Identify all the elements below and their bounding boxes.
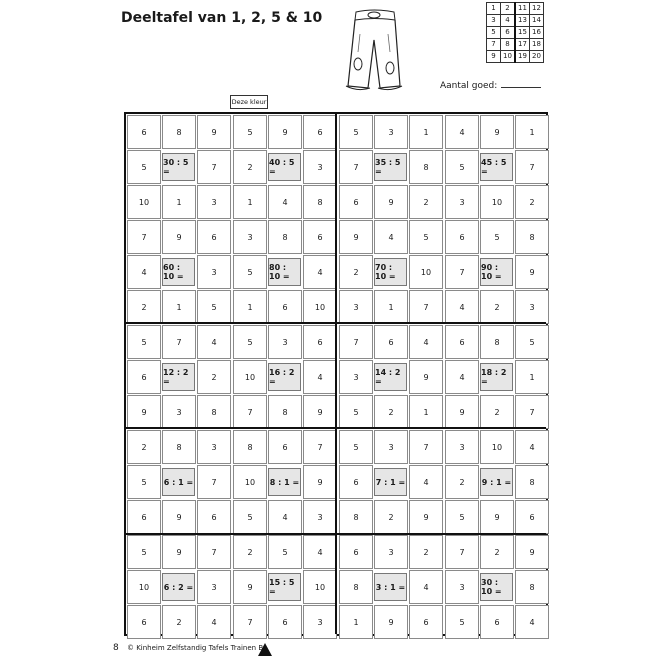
grid-cell[interactable]: 2	[480, 535, 514, 569]
grid-cell[interactable]: 9	[303, 395, 337, 429]
grid-cell[interactable]: 3	[374, 430, 408, 464]
grid-cell[interactable]: 2	[515, 185, 549, 219]
grid-cell[interactable]: 8	[197, 395, 231, 429]
grid-cell[interactable]: 3	[445, 430, 479, 464]
grid-cell[interactable]: 6	[339, 185, 373, 219]
grid-cell[interactable]: 4	[409, 325, 443, 359]
grid-cell[interactable]: 6	[303, 220, 337, 254]
division-sum-cell: 80 : 10 =	[268, 258, 301, 286]
mini-grid-cell: 11	[515, 3, 530, 15]
grid-cell[interactable]: 4	[445, 115, 479, 149]
grid-cell[interactable]: 9	[197, 115, 231, 149]
mini-grid-cell: 15	[515, 27, 530, 39]
puzzle-grid	[124, 112, 548, 636]
mini-grid-cell: 9	[487, 51, 501, 63]
grid-cell[interactable]: 1	[515, 115, 549, 149]
grid-cell[interactable]: 6	[339, 535, 373, 569]
grid-cell[interactable]: 3	[515, 290, 549, 324]
mini-grid-cell: 3	[487, 15, 501, 27]
grid-cell[interactable]: 4	[197, 325, 231, 359]
division-sum-cell: 30 : 5 =	[162, 153, 195, 181]
grid-cell[interactable]: 5	[127, 325, 161, 359]
grid-cell[interactable]: 5	[409, 220, 443, 254]
grid-cell[interactable]: 9	[515, 535, 549, 569]
grid-cell[interactable]: 7	[409, 430, 443, 464]
grid-cell[interactable]: 2	[445, 465, 479, 499]
grid-cell[interactable]: 7	[127, 220, 161, 254]
grid-cell[interactable]: 9	[480, 500, 514, 534]
grid-cell[interactable]: 7	[162, 325, 196, 359]
division-sum-cell: 9 : 1 =	[480, 468, 513, 496]
division-sum-cell: 15 : 5 =	[268, 573, 301, 601]
division-sum-cell: 7 : 1 =	[374, 468, 407, 496]
grid-cell[interactable]: 9	[162, 535, 196, 569]
grid-cell[interactable]: 10	[409, 255, 443, 289]
grid-cell[interactable]: 5	[127, 535, 161, 569]
grid-cell[interactable]: 6	[303, 325, 337, 359]
grid-cell[interactable]: 5	[445, 150, 479, 184]
grid-cell[interactable]: 4	[515, 605, 549, 639]
grid-cell[interactable]: 6	[515, 500, 549, 534]
grid-cell[interactable]: 3	[303, 500, 337, 534]
mini-grid-cell: 20	[530, 51, 544, 63]
grid-cell[interactable]: 4	[268, 185, 302, 219]
score-field[interactable]	[440, 79, 541, 91]
division-sum-cell: 6 : 2 =	[162, 573, 195, 601]
grid-cell[interactable]: 7	[197, 535, 231, 569]
grid-cell[interactable]: 10	[127, 185, 161, 219]
grid-cell[interactable]: 6	[480, 605, 514, 639]
grid-center-divider	[335, 114, 337, 634]
division-sum-cell: 40 : 5 =	[268, 153, 301, 181]
grid-cell[interactable]: 5	[233, 325, 267, 359]
grid-cell[interactable]: 4	[409, 570, 443, 604]
mini-grid-cell: 4	[501, 15, 516, 27]
grid-cell[interactable]: 2	[127, 290, 161, 324]
grid-cell[interactable]: 4	[445, 290, 479, 324]
grid-cell[interactable]: 9	[162, 500, 196, 534]
grid-cell[interactable]: 6	[127, 605, 161, 639]
grid-cell[interactable]: 2	[233, 150, 267, 184]
page-number: 8	[113, 643, 119, 653]
grid-cell[interactable]: 8	[233, 430, 267, 464]
grid-cell[interactable]: 5	[480, 220, 514, 254]
grid-cell[interactable]: 6	[197, 220, 231, 254]
grid-cell[interactable]: 8	[339, 500, 373, 534]
grid-cell[interactable]: 9	[162, 220, 196, 254]
grid-cell[interactable]: 3	[268, 325, 302, 359]
mini-grid-cell: 12	[530, 3, 544, 15]
grid-cell[interactable]: 7	[339, 325, 373, 359]
grid-cell[interactable]: 6	[127, 500, 161, 534]
copyright-text: © Kinheim Zelfstandig Tafels Trainen B	[126, 644, 264, 652]
grid-section-divider	[126, 533, 546, 535]
grid-cell[interactable]: 8	[303, 185, 337, 219]
grid-cell[interactable]: 5	[445, 605, 479, 639]
grid-cell[interactable]: 9	[268, 115, 302, 149]
grid-cell[interactable]: 10	[303, 290, 337, 324]
grid-cell[interactable]: 2	[409, 535, 443, 569]
grid-cell[interactable]: 2	[480, 290, 514, 324]
mini-grid-cell: 10	[501, 51, 516, 63]
grid-cell[interactable]: 10	[480, 430, 514, 464]
grid-cell[interactable]: 7	[515, 150, 549, 184]
grid-cell[interactable]: 6	[303, 115, 337, 149]
mini-grid-cell: 8	[501, 39, 516, 51]
grid-cell[interactable]: 7	[197, 150, 231, 184]
grid-cell[interactable]: 5	[233, 255, 267, 289]
mini-grid-cell: 16	[530, 27, 544, 39]
division-sum-cell: 18 : 2 =	[480, 363, 513, 391]
grid-cell[interactable]: 8	[162, 115, 196, 149]
grid-cell[interactable]: 7	[515, 395, 549, 429]
grid-cell[interactable]: 9	[409, 500, 443, 534]
trousers-illustration	[338, 6, 410, 94]
grid-cell[interactable]: 4	[515, 430, 549, 464]
mini-grid-cell: 18	[530, 39, 544, 51]
grid-cell[interactable]: 2	[162, 605, 196, 639]
grid-cell[interactable]: 8	[268, 395, 302, 429]
score-label: Aantal goed:	[440, 81, 498, 91]
grid-cell[interactable]: 5	[515, 325, 549, 359]
grid-cell[interactable]: 1	[233, 290, 267, 324]
grid-cell[interactable]: 7	[445, 535, 479, 569]
grid-cell[interactable]: 10	[233, 360, 267, 394]
division-sum-cell: 70 : 10 =	[374, 258, 407, 286]
triangle-marker-icon	[258, 643, 272, 656]
grid-cell[interactable]: 4	[303, 360, 337, 394]
division-sum-cell: 30 : 10 =	[480, 573, 513, 601]
grid-cell[interactable]: 2	[197, 360, 231, 394]
color-swatch-button[interactable]: Deze kleur	[230, 95, 268, 109]
grid-cell[interactable]: 3	[445, 570, 479, 604]
grid-cell[interactable]: 4	[268, 500, 302, 534]
grid-cell[interactable]: 5	[197, 290, 231, 324]
grid-cell[interactable]: 3	[197, 430, 231, 464]
grid-cell[interactable]: 7	[445, 255, 479, 289]
grid-cell[interactable]: 9	[374, 185, 408, 219]
grid-cell[interactable]: 2	[233, 535, 267, 569]
grid-cell[interactable]: 8	[268, 220, 302, 254]
grid-cell[interactable]: 1	[162, 290, 196, 324]
grid-section-divider	[126, 322, 546, 324]
grid-cell[interactable]: 8	[339, 570, 373, 604]
division-sum-cell: 16 : 2 =	[268, 363, 301, 391]
grid-cell[interactable]: 4	[127, 255, 161, 289]
grid-cell[interactable]: 7	[303, 430, 337, 464]
grid-cell[interactable]: 6	[197, 500, 231, 534]
grid-cell[interactable]: 9	[339, 220, 373, 254]
mini-grid-cell: 17	[515, 39, 530, 51]
grid-cell[interactable]: 8	[515, 465, 549, 499]
grid-cell[interactable]: 3	[197, 185, 231, 219]
grid-cell[interactable]: 1	[233, 185, 267, 219]
grid-cell[interactable]: 3	[233, 220, 267, 254]
progress-mini-grid	[486, 2, 544, 63]
division-sum-cell: 35 : 5 =	[374, 153, 407, 181]
grid-cell[interactable]: 3	[445, 185, 479, 219]
grid-cell[interactable]: 3	[197, 255, 231, 289]
division-sum-cell: 14 : 2 =	[374, 363, 407, 391]
grid-cell[interactable]: 10	[127, 570, 161, 604]
grid-cell[interactable]: 4	[409, 465, 443, 499]
mini-grid-cell: 14	[530, 15, 544, 27]
grid-cell[interactable]: 8	[480, 325, 514, 359]
grid-cell[interactable]: 6	[445, 325, 479, 359]
grid-cell[interactable]: 5	[233, 115, 267, 149]
grid-cell[interactable]: 3	[339, 290, 373, 324]
grid-cell[interactable]: 7	[339, 150, 373, 184]
grid-cell[interactable]: 7	[233, 605, 267, 639]
grid-cell[interactable]: 9	[409, 360, 443, 394]
grid-cell[interactable]: 5	[233, 500, 267, 534]
grid-cell[interactable]: 2	[409, 185, 443, 219]
grid-cell[interactable]: 4	[303, 535, 337, 569]
footer	[113, 643, 263, 653]
grid-cell[interactable]: 1	[339, 605, 373, 639]
grid-cell[interactable]: 8	[162, 430, 196, 464]
grid-cell[interactable]: 9	[515, 255, 549, 289]
grid-cell[interactable]: 2	[480, 395, 514, 429]
grid-cell[interactable]: 4	[445, 360, 479, 394]
grid-cell[interactable]: 1	[374, 290, 408, 324]
page-title: Deeltafel van 1, 2, 5 & 10	[121, 10, 323, 26]
mini-grid-cell: 1	[487, 3, 501, 15]
division-sum-cell: 45 : 5 =	[480, 153, 513, 181]
grid-cell[interactable]: 2	[339, 255, 373, 289]
division-sum-cell: 6 : 1 =	[162, 468, 195, 496]
grid-cell[interactable]: 7	[197, 465, 231, 499]
grid-cell[interactable]: 1	[515, 360, 549, 394]
grid-cell[interactable]: 3	[162, 395, 196, 429]
grid-cell[interactable]: 6	[445, 220, 479, 254]
grid-cell[interactable]: 3	[197, 570, 231, 604]
grid-cell[interactable]: 6	[127, 115, 161, 149]
grid-cell[interactable]: 3	[303, 150, 337, 184]
grid-cell[interactable]: 1	[409, 115, 443, 149]
grid-cell[interactable]: 5	[339, 115, 373, 149]
mini-grid-cell: 5	[487, 27, 501, 39]
mini-grid-cell: 7	[487, 39, 501, 51]
grid-cell[interactable]: 6	[268, 430, 302, 464]
grid-cell[interactable]: 6	[268, 290, 302, 324]
division-sum-cell: 3 : 1 =	[374, 573, 407, 601]
grid-cell[interactable]: 6	[374, 325, 408, 359]
grid-cell[interactable]: 9	[233, 570, 267, 604]
grid-cell[interactable]: 4	[197, 605, 231, 639]
grid-cell[interactable]: 5	[268, 535, 302, 569]
division-sum-cell: 90 : 10 =	[480, 258, 513, 286]
grid-cell[interactable]: 5	[127, 465, 161, 499]
grid-cell[interactable]: 5	[445, 500, 479, 534]
grid-cell[interactable]: 9	[127, 395, 161, 429]
grid-cell[interactable]: 3	[303, 605, 337, 639]
grid-cell[interactable]: 2	[127, 430, 161, 464]
grid-cell[interactable]: 4	[374, 220, 408, 254]
grid-cell[interactable]: 3	[374, 535, 408, 569]
grid-cell[interactable]: 6	[409, 605, 443, 639]
grid-cell[interactable]: 9	[445, 395, 479, 429]
grid-cell[interactable]: 9	[480, 115, 514, 149]
mini-grid-cell: 13	[515, 15, 530, 27]
grid-cell[interactable]: 5	[339, 430, 373, 464]
grid-cell[interactable]: 10	[233, 465, 267, 499]
grid-cell[interactable]: 2	[374, 500, 408, 534]
grid-cell[interactable]: 7	[233, 395, 267, 429]
grid-cell[interactable]: 8	[409, 150, 443, 184]
grid-cell[interactable]: 8	[515, 220, 549, 254]
grid-cell[interactable]: 2	[374, 395, 408, 429]
grid-cell[interactable]: 6	[339, 465, 373, 499]
grid-cell[interactable]: 3	[339, 360, 373, 394]
grid-cell[interactable]: 10	[480, 185, 514, 219]
grid-section-divider	[126, 427, 546, 429]
division-sum-cell: 60 : 10 =	[162, 258, 195, 286]
grid-cell[interactable]: 1	[162, 185, 196, 219]
grid-cell[interactable]: 9	[374, 605, 408, 639]
grid-cell[interactable]: 10	[303, 570, 337, 604]
grid-cell[interactable]: 6	[268, 605, 302, 639]
grid-cell[interactable]: 4	[303, 255, 337, 289]
mini-grid-cell: 6	[501, 27, 516, 39]
grid-cell[interactable]: 9	[303, 465, 337, 499]
grid-cell[interactable]: 6	[127, 360, 161, 394]
mini-grid-cell: 19	[515, 51, 530, 63]
grid-cell[interactable]: 1	[409, 395, 443, 429]
grid-cell[interactable]: 7	[409, 290, 443, 324]
mini-grid-cell: 2	[501, 3, 516, 15]
grid-cell[interactable]: 5	[339, 395, 373, 429]
division-sum-cell: 12 : 2 =	[162, 363, 195, 391]
grid-cell[interactable]: 3	[374, 115, 408, 149]
division-sum-cell: 8 : 1 =	[268, 468, 301, 496]
grid-cell[interactable]: 5	[127, 150, 161, 184]
grid-cell[interactable]: 8	[515, 570, 549, 604]
score-line[interactable]	[501, 79, 541, 88]
